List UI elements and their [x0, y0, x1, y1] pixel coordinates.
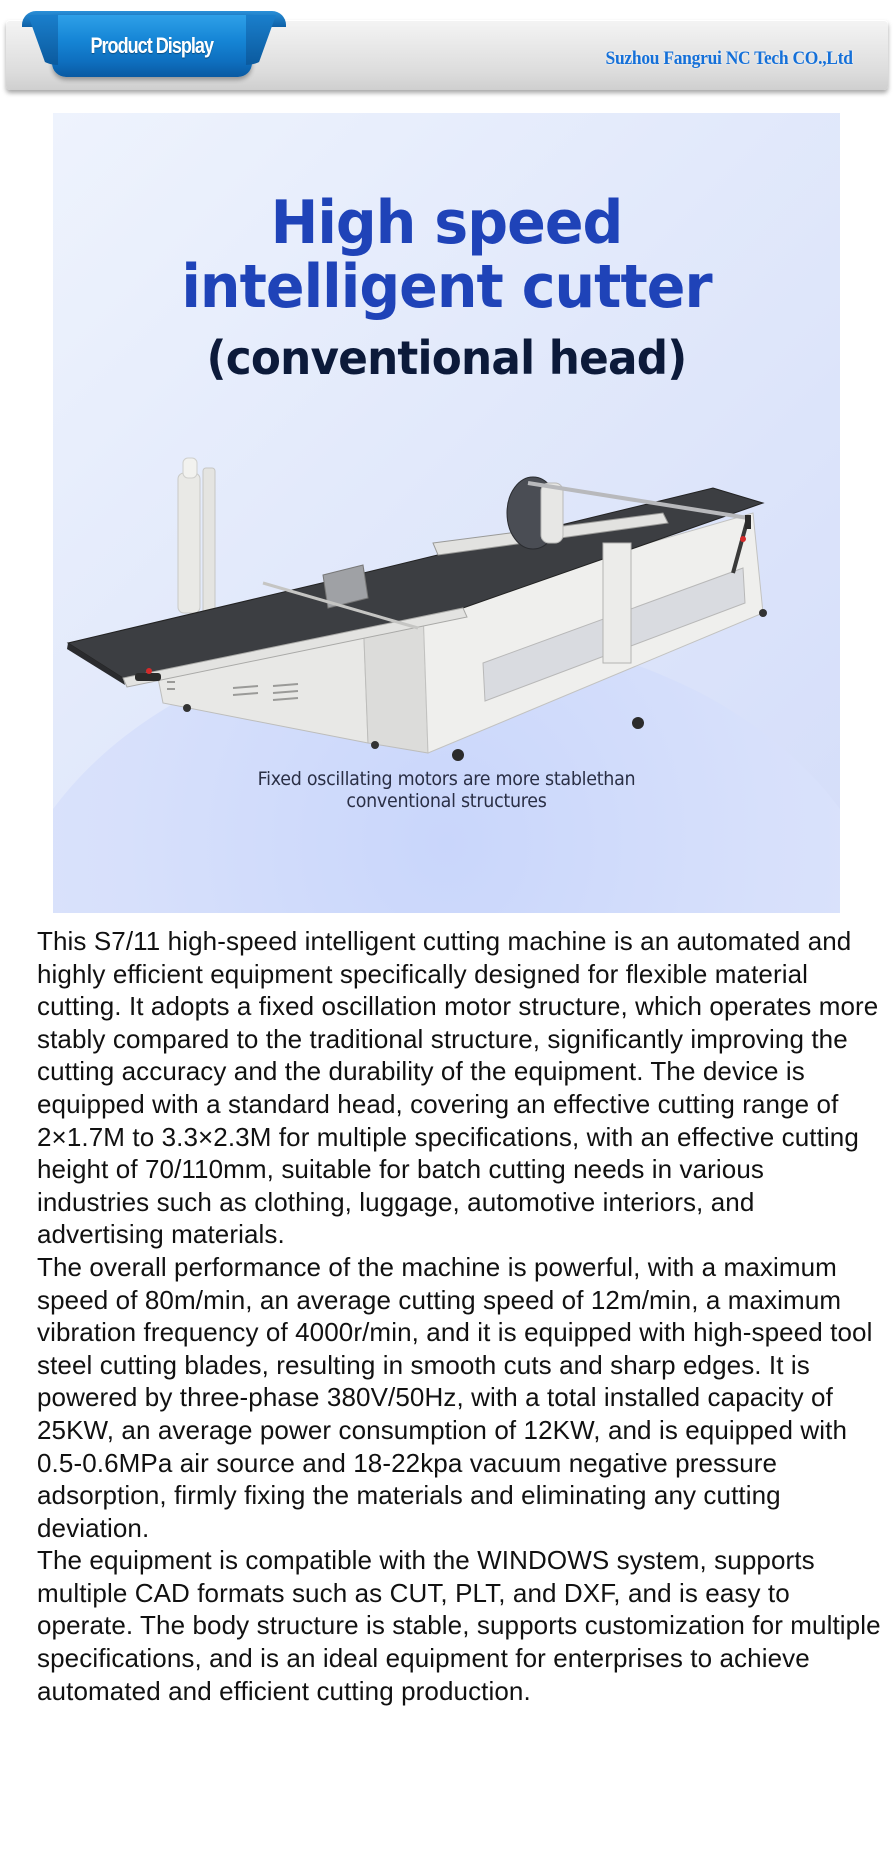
description-paragraph-1: This S7/11 high-speed intelligent cutting machine is an automated and highly efficient equipment specifically designed for flexible material cutting. It adopts a fixed oscillation motor structure, which operates more stably compared to the traditional structure, significantly improving the cutting accuracy and the durability of the equipment. The device is equipped with a standard head, covering an effective cutting range of 2×1.7M to 3.3×2.3M for multiple specifications, with an effective cutting height of 70/110mm, suitable for batch cutting needs in various industries such as clothing, luggage, automotive interiors, and advertising materials.	[37, 926, 879, 1250]
section-title: Product Display	[90, 33, 214, 58]
hero-caption-line-1: Fixed oscillating motors are more stablethan	[257, 768, 636, 790]
hero-caption	[84, 768, 808, 812]
product-description	[37, 925, 882, 1707]
company-name: Suzhou Fangrui NC Tech CO.,Ltd	[605, 48, 853, 69]
description-paragraph-2: The overall performance of the machine is powerful, with a maximum speed of 80m/min, an average cutting speed of 12m/min, a maximum vibration frequency of 4000r/min, and it is equipped with high-speed tool steel cutting blades, resulting in smooth cuts and sharp edges. It is powered by three-phase 380V/50Hz, with a total installed capacity of 25KW, an average power consumption of 12KW, and is equipped with 0.5-0.6MPa air source and 18-22kpa vacuum negative pressure adsorption, firmly fixing the materials and eliminating any cutting deviation.	[37, 1251, 873, 1543]
hero-caption-line-2: conventional structures	[346, 790, 547, 812]
product-hero-image	[53, 113, 840, 913]
hero-title-line-1: High speed	[270, 188, 623, 258]
hero-title-line-2: intelligent cutter	[181, 252, 712, 322]
hero-subtitle: (conventional head)	[206, 331, 687, 385]
description-paragraph-3: The equipment is compatible with the WINDOWS system, supports multiple CAD formats such as CUT, PLT, and DXF, and is easy to operate. The body structure is stable, supports customization for multiple specifications, and is an ideal equipment for enterprises to achieve automated and efficient cutting production.	[37, 1545, 881, 1706]
product-display-ribbon	[52, 15, 252, 77]
hero-title	[73, 188, 821, 322]
